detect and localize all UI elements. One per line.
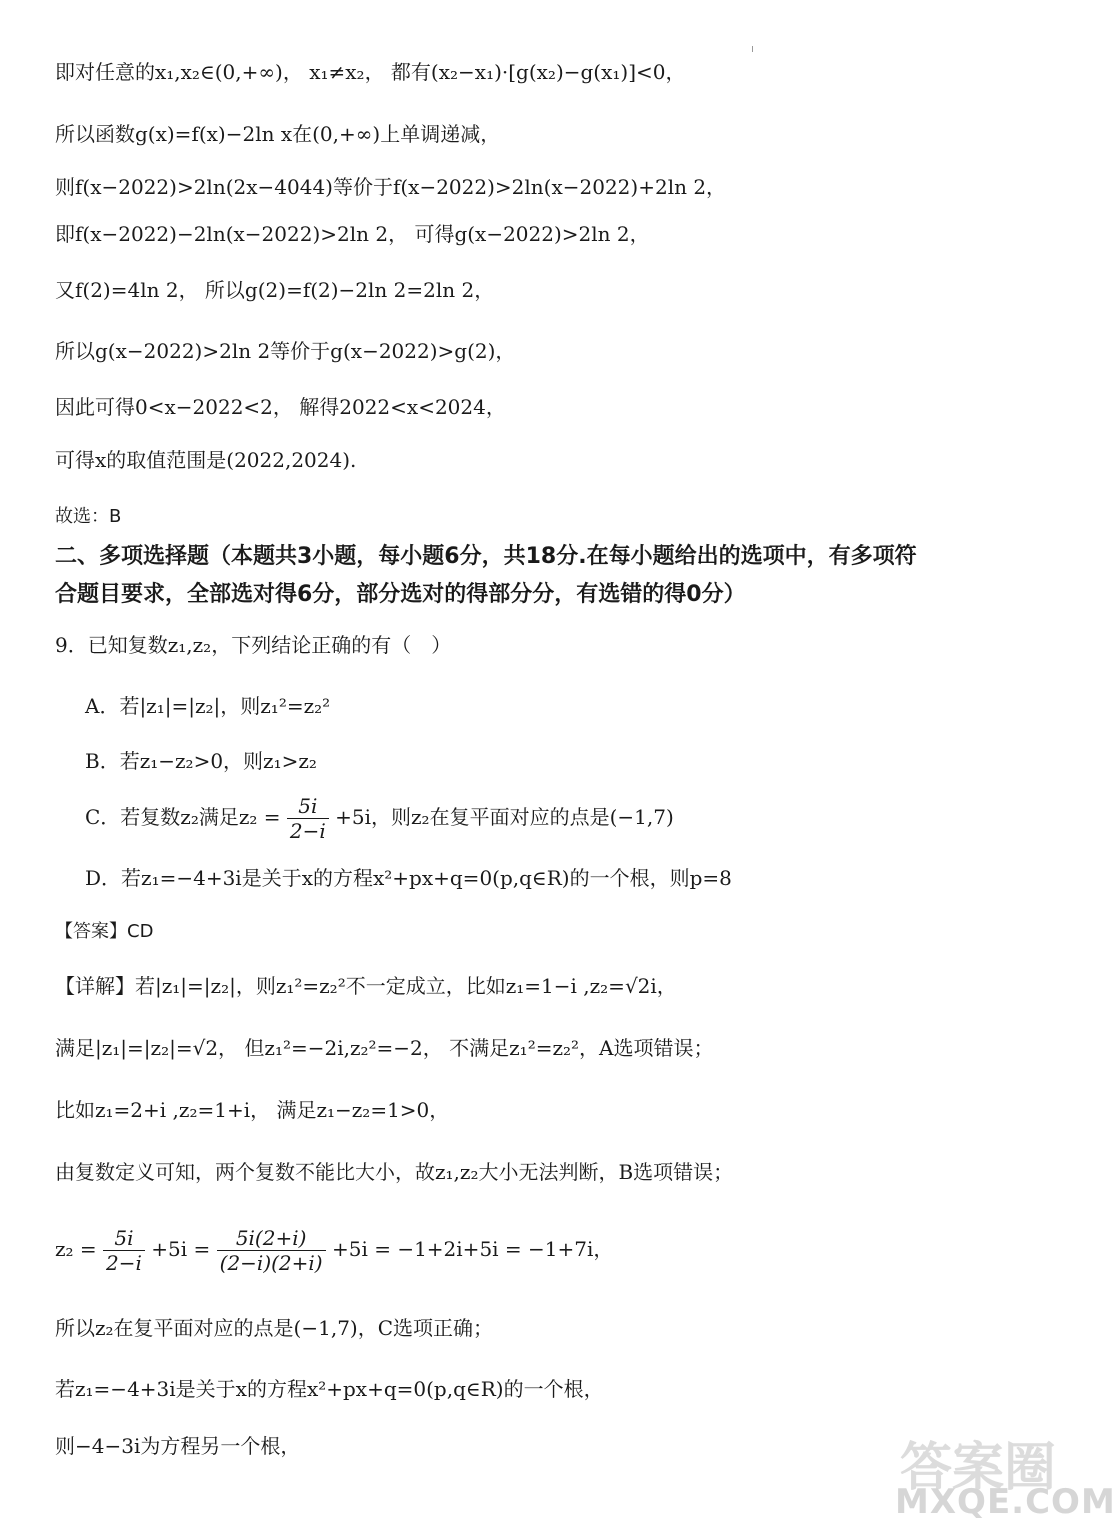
solution-line-2: 满足|z₁|=|z₂|=√2， 但z₁²=−2i,z₂²=−2， 不满足z₁²=z₂²，A选项错误； bbox=[55, 1036, 714, 1060]
question-stem: 9．已知复数z₁,z₂，下列结论正确的有（ ） bbox=[55, 633, 452, 657]
answer-line: 【答案】CD bbox=[55, 921, 154, 942]
solution-5-fraction-2-numerator: 5i(2+i) bbox=[217, 1226, 326, 1251]
solution-line-7: 若z₁=−4+3i是关于x的方程x²+px+q=0(p,q∈R)的一个根， bbox=[55, 1377, 604, 1401]
solution-5-fraction-2-denominator: (2−i)(2+i) bbox=[219, 1251, 323, 1275]
option-c-fraction bbox=[287, 794, 329, 843]
option-c bbox=[85, 790, 1040, 844]
speck-mark bbox=[752, 46, 753, 52]
text-line-4: 即f(x−2022)−2ln(x−2022)>2ln 2， 可得g(x−2022)>2ln 2， bbox=[55, 222, 650, 246]
text-line-8: 可得x的取值范围是(2022,2024). bbox=[55, 448, 357, 472]
choice-line: 故选：B bbox=[55, 506, 122, 527]
solution-line-5 bbox=[55, 1220, 1040, 1278]
solution-line-6: 所以z₂在复平面对应的点是(−1,7)，C选项正确； bbox=[55, 1316, 494, 1340]
option-c-numerator: 5i bbox=[287, 794, 329, 819]
text-line-2: 所以函数g(x)=f(x)−2ln x在(0,+∞)上单调递减， bbox=[55, 122, 501, 146]
solution-5-fraction-1 bbox=[103, 1226, 145, 1275]
text-line-3: 则f(x−2022)>2ln(2x−4044)等价于f(x−2022)>2ln(x−2022)+2ln 2， bbox=[55, 175, 727, 199]
text-line-5: 又f(2)=4ln 2， 所以g(2)=f(2)−2ln 2=2ln 2， bbox=[55, 278, 495, 302]
solution-5-fraction-1-numerator: 5i bbox=[103, 1226, 145, 1251]
watermark-site: MXQE.COM bbox=[895, 1482, 1116, 1522]
solution-5-middle: +5i = bbox=[151, 1237, 211, 1261]
option-a: A．若|z₁|=|z₂|，则z₁²=z₂² bbox=[85, 694, 331, 718]
solution-5-fraction-2 bbox=[217, 1226, 326, 1275]
option-b: B．若z₁−z₂>0，则z₁>z₂ bbox=[85, 749, 317, 773]
solution-line-8: 则−4−3i为方程另一个根， bbox=[55, 1434, 301, 1458]
solution-line-4: 由复数定义可知，两个复数不能比大小，故z₁,z₂大小无法判断，B选项错误； bbox=[55, 1160, 734, 1184]
solution-line-3: 比如z₁=2+i ,z₂=1+i， 满足z₁−z₂=1>0， bbox=[55, 1098, 450, 1122]
text-line-6: 所以g(x−2022)>2ln 2等价于g(x−2022)>g(2)， bbox=[55, 339, 516, 363]
section-heading-line-2: 合题目要求，全部选对得6分，部分选对的得部分分，有选错的得0分） bbox=[55, 582, 746, 607]
solution-5-prefix: z₂ = bbox=[55, 1237, 97, 1261]
solution-5-suffix: +5i = −1+2i+5i = −1+7i， bbox=[331, 1237, 614, 1261]
text-line-1: 即对任意的x₁,x₂∈(0,+∞)， x₁≠x₂， 都有(x₂−x₁)·[g(x₂)−g(x₁)]<0， bbox=[55, 60, 686, 84]
option-c-prefix: C．若复数z₂满足z₂ = bbox=[85, 805, 281, 829]
solution-5-fraction-1-denominator: 2−i bbox=[106, 1251, 142, 1275]
solution-line-1: 【详解】若|z₁|=|z₂|，则z₁²=z₂²不一定成立，比如z₁=1−i ,z₂=√2i， bbox=[55, 974, 677, 998]
option-c-suffix: +5i，则z₂在复平面对应的点是(−1,7) bbox=[335, 805, 674, 829]
watermark-logo: 答案圈 bbox=[900, 1438, 1057, 1498]
text-line-7: 因此可得0<x−2022<2， 解得2022<x<2024， bbox=[55, 395, 506, 419]
section-heading-line-1: 二、多项选择题（本题共3小题，每小题6分，共18分.在每小题给出的选项中，有多项符 bbox=[55, 544, 917, 569]
option-d: D．若z₁=−4+3i是关于x的方程x²+px+q=0(p,q∈R)的一个根，则p=8 bbox=[85, 866, 732, 890]
option-c-denominator: 2−i bbox=[289, 819, 326, 843]
